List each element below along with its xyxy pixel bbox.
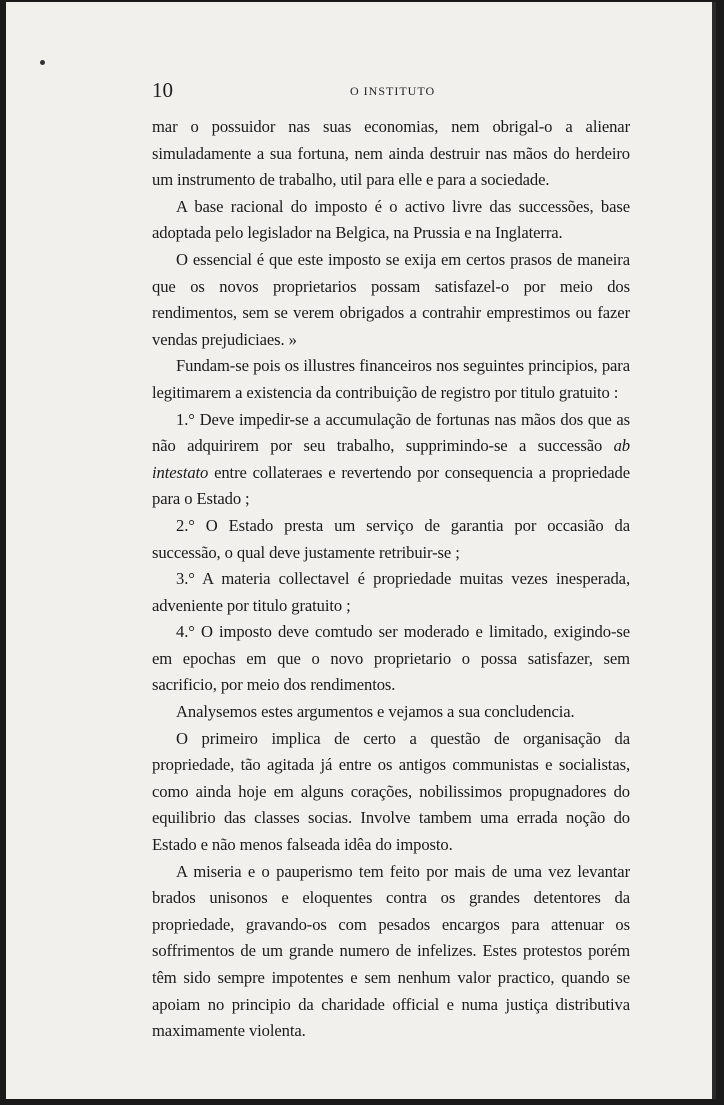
book-page [6, 2, 716, 1099]
paragraph-principle-2: 2.° O Estado presta um serviço de garantia por occasião da successão, o qual deve justamente retribuir-se ; [152, 515, 630, 562]
body-text [152, 114, 630, 1045]
paragraph-7: A miseria e o pauperismo tem feito por mais de uma vez levantar brados unisonos e eloquentes contra os grandes detentores da propriedade, gravando-os com pesados encargos para attenuar os soffrimentos de um grande numero de infelizes. Estes protestos porém têm sido sempre impotentes e sem nenhum valor practico, quando se apoiam no principio da charidade official e numa justiça distributiva maximamente violenta. [152, 861, 630, 1041]
paragraph-4: Fundam-se pois os illustres financeiros nos seguintes principios, para legitimarem a existencia da contribuição de registro por titulo gratuito : [152, 356, 630, 402]
paragraph-6: O primeiro implica de certo a questão de organisação da propriedade, tão agitada já entre os antigos communistas e socialistas, como ainda hoje em alguns corações, nobilissimos propugnadores do equilibrio das classes socias. Involve tambem uma errada noção do Estado e não menos falseada idêa do imposto. [152, 728, 630, 855]
paragraph-principle-3: 3.° A materia collectavel é propriedade muitas vezes inesperada, adveniente por titulo gratuito ; [152, 569, 630, 615]
latin-phrase: ab intestato [152, 436, 630, 482]
paragraph-2: A base racional do imposto é o activo livre das successões, base adoptada pelo legislador na Belgica, na Prussia e na Inglaterra. [152, 196, 630, 243]
paragraph-1: mar o possuidor nas suas economias, nem obrigal-o a alienar simuladamente a sua fortuna, nem ainda destruir nas mãos do herdeiro um instrumento de trabalho, util para elle e para a sociedade. [152, 117, 630, 190]
ink-speck [40, 60, 45, 65]
running-title: O INSTITUTO [350, 84, 436, 98]
paragraph-5: Analysemos estes argumentos e vejamos a sua concludencia. [176, 702, 575, 722]
page-header [152, 78, 630, 100]
paragraph-principle-4: 4.° O imposto deve comtudo ser moderado e limitado, exigindo-se em epochas em que o novo proprietario o possa satisfazer, sem sacrificio, por meio dos rendimentos. [152, 622, 630, 695]
paragraph-principle-1: 1.° Deve impedir-se a accumulação de fortunas nas mãos dos que as não adquirirem por seu trabalho, supprimindo-se a successão ab intestato entre collateraes e revertendo por consequencia a propriedade para o Estado ; [152, 409, 630, 509]
paragraph-3: O essencial é que este imposto se exija em certos prasos de maneira que os novos proprietarios possam satisfazel-o por meio dos rendimentos, sem se verem obrigados a contrahir emprestimos ou fazer vendas prejudiciaes. » [152, 249, 630, 349]
page-number: 10 [152, 78, 173, 102]
